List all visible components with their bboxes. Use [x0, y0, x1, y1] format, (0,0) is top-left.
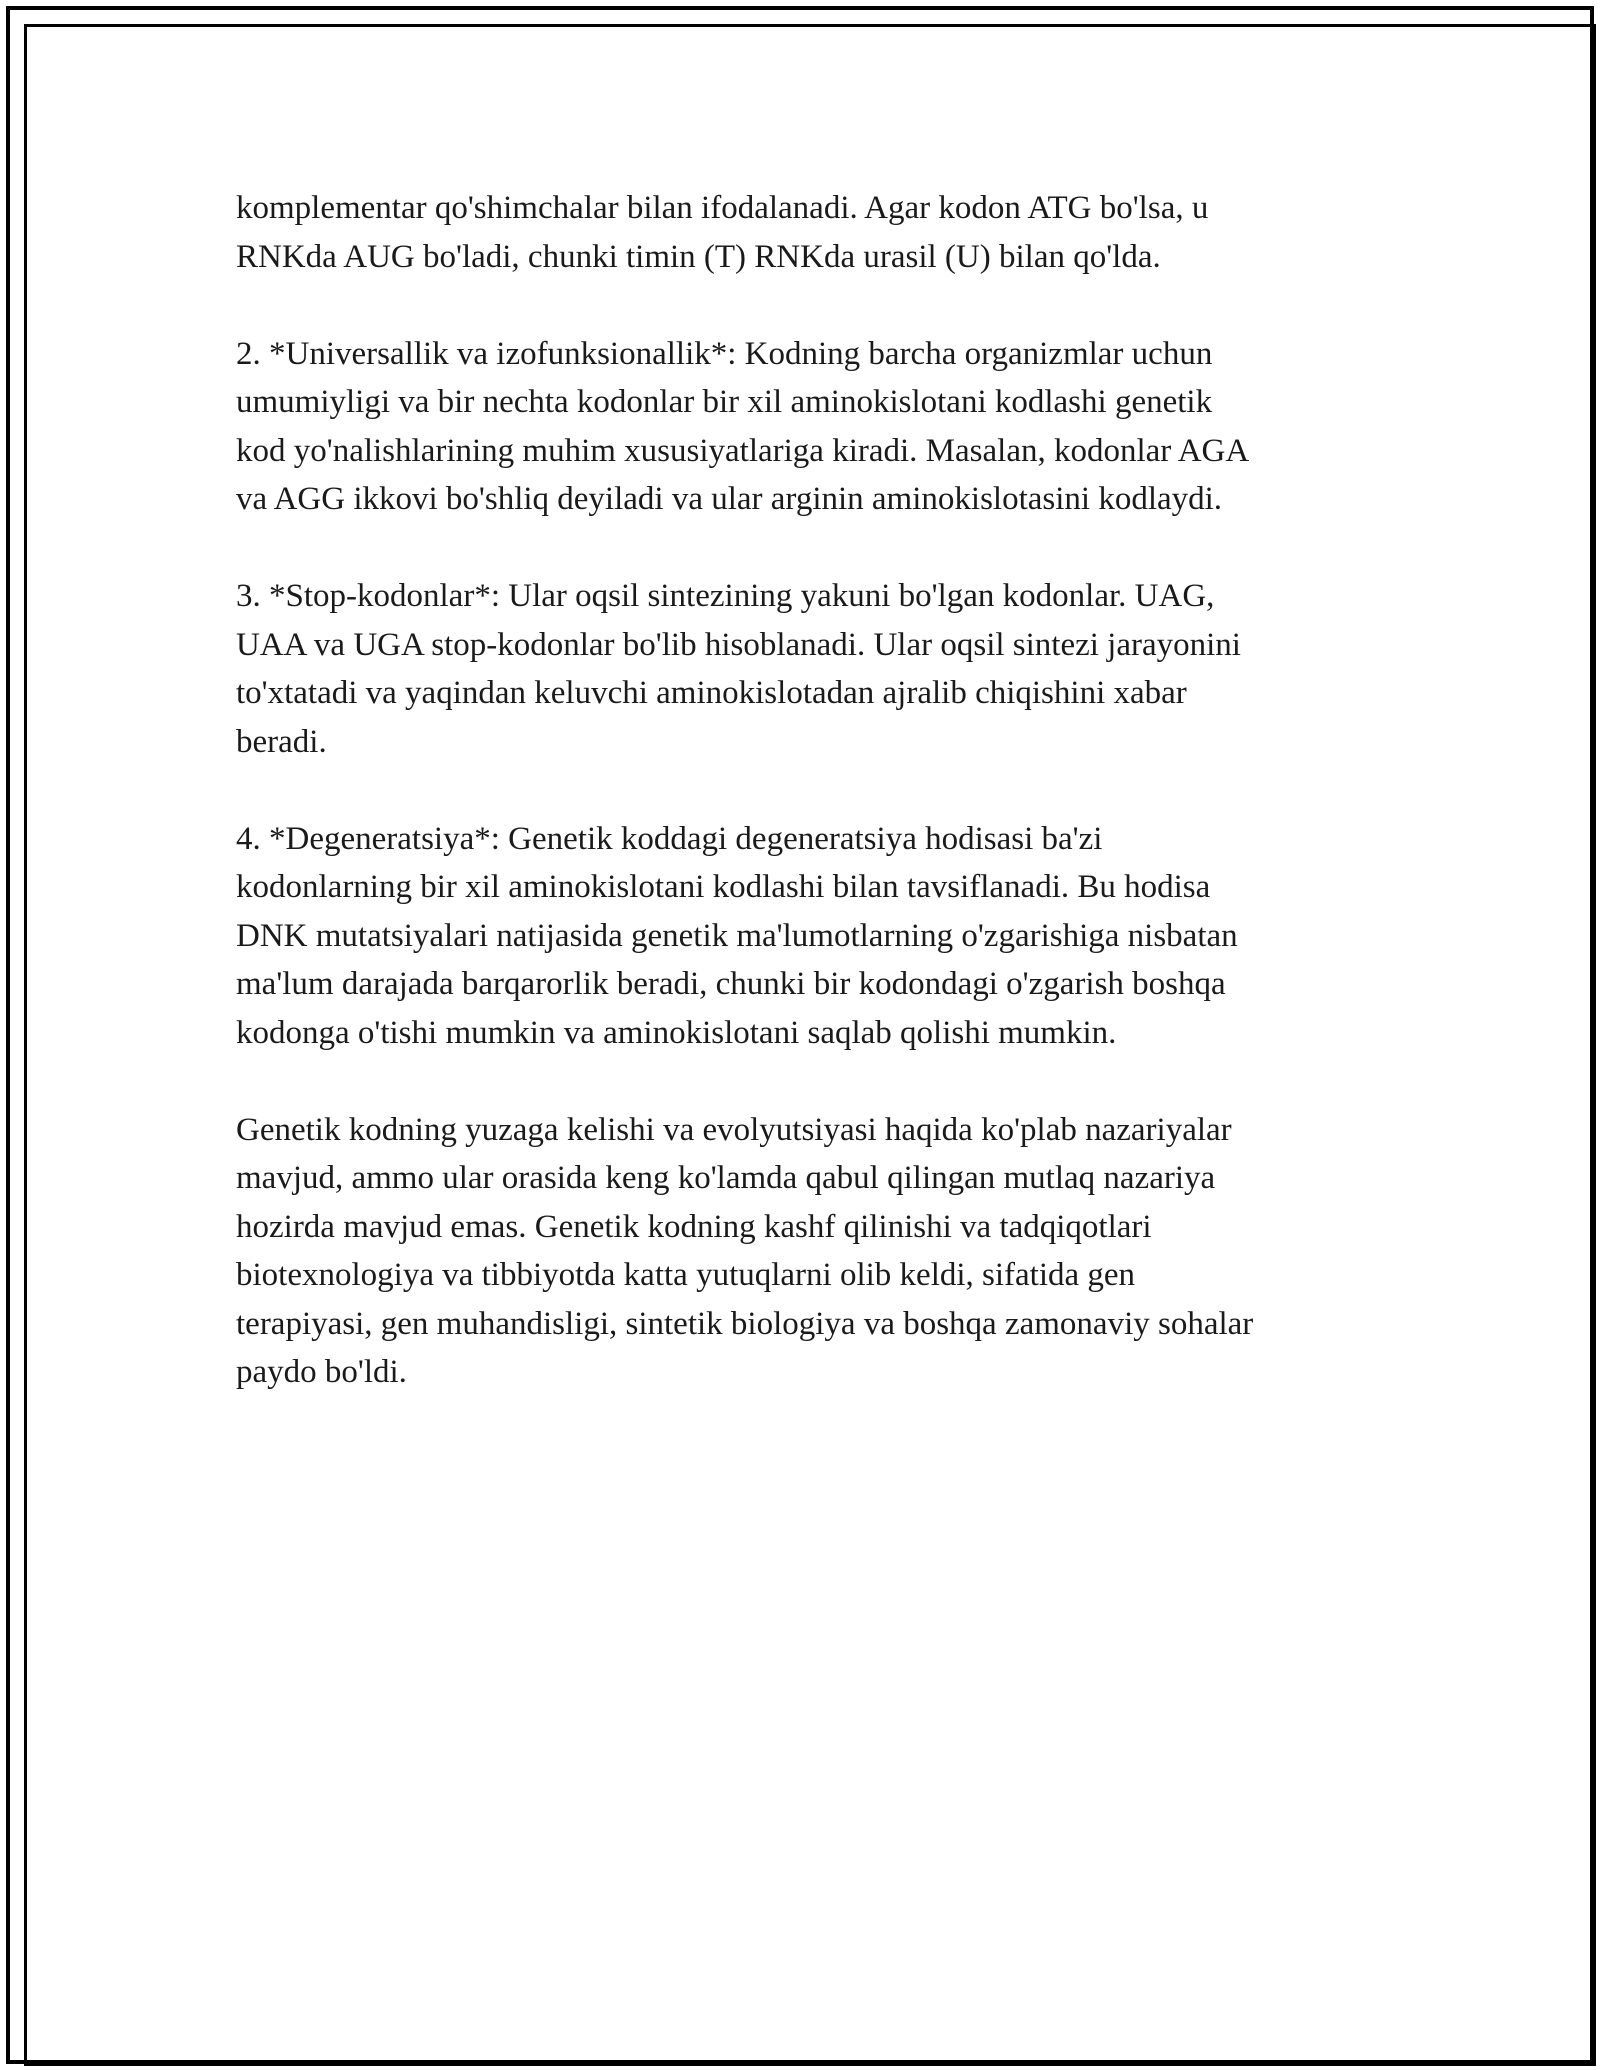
text-line: paydo bo'ldi.	[236, 1354, 407, 1390]
text-line: ma'lum darajada barqarorlik beradi, chunki bir kodondagi o'zgarish boshqa	[236, 966, 1226, 1002]
text-line: 3. *Stop-kodonlar*: Ular oqsil sintezining yakuni bo'lgan kodonlar. UAG,	[236, 578, 1215, 614]
text-line: 4. *Degeneratsiya*: Genetik koddagi degeneratsiya hodisasi ba'zi	[236, 820, 1103, 857]
text-line: kodonlarning bir xil aminokislotani kodlashi bilan tavsiflanadi. Bu hodisa	[236, 869, 1211, 905]
paragraph-universality	[236, 330, 1378, 524]
text-line: UAA va UGA stop-kodonlar bo'lib hisoblanadi. Ular oqsil sintezi jarayonini	[236, 626, 1241, 663]
text-line: DNK mutatsiyalari natijasida genetik ma'lumotlarning o'zgarishiga nisbatan	[236, 917, 1238, 954]
text-line: RNKda AUG bo'ladi, chunki timin (T) RNKda urasil (U) bilan qo'lda.	[236, 238, 1161, 275]
text-line: biotexnologiya va tibbiyotda katta yutuqlarni olib keldi, sifatida gen	[236, 1257, 1136, 1293]
paragraph-continuation	[236, 184, 1378, 281]
text-line: terapiyasi, gen muhandisligi, sintetik biologiya va boshqa zamonaviy sohalar	[236, 1305, 1254, 1342]
paragraph-conclusion	[236, 1106, 1378, 1397]
paragraph-degeneracy	[236, 815, 1378, 1058]
text-line: Genetik kodning yuzaga kelishi va evolyutsiyasi haqida ko'plab nazariyalar	[236, 1111, 1232, 1148]
text-line: va AGG ikkovi bo'shliq deyiladi va ular arginin aminokislotasini kodlaydi.	[236, 481, 1223, 517]
text-line: kod yo'nalishlarining muhim xususiyatlariga kiradi. Masalan, kodonlar AGA	[236, 432, 1250, 469]
text-line: komplementar qo'shimchalar bilan ifodalanadi. Agar kodon ATG bo'lsa, u	[236, 190, 1209, 226]
text-line: to'xtatadi va yaqindan keluvchi aminokislotadan ajralib chiqishini xabar	[236, 675, 1187, 711]
text-line: 2. *Universallik va izofunksionallik*: Kodning barcha organizmlar uchun	[236, 335, 1213, 372]
text-line: beradi.	[236, 723, 327, 760]
paragraph-stop-codons	[236, 572, 1378, 766]
text-line: kodonga o'tishi mumkin va aminokislotani saqlab qolishi mumkin.	[236, 1014, 1117, 1051]
text-line: mavjud, ammo ular orasida keng ko'lamda qabul qilingan mutlaq nazariya	[236, 1160, 1216, 1196]
text-line: hozirda mavjud emas. Genetik kodning kashf qilinishi va tadqiqotlari	[236, 1208, 1152, 1245]
text-line: umumiyligi va bir nechta kodonlar bir xil aminokislotani kodlashi genetik	[236, 384, 1213, 420]
document-body	[236, 184, 1378, 1445]
